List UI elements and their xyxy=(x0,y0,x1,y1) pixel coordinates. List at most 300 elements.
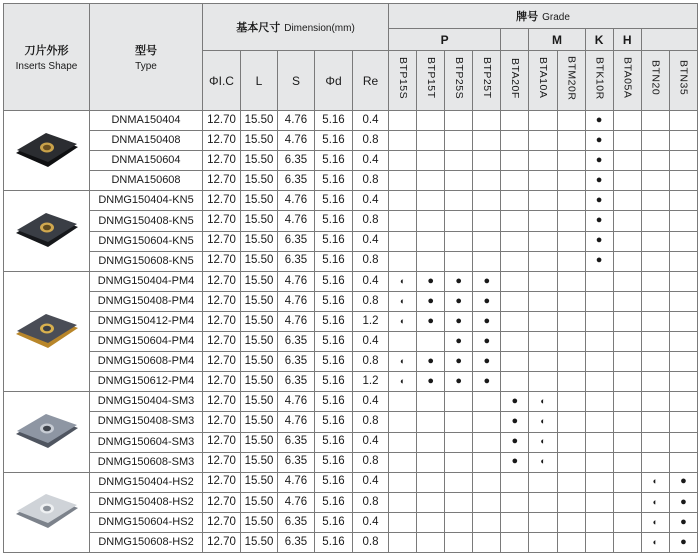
grade-cell-btp15t xyxy=(417,191,445,211)
dim-s-cell: 4.76 xyxy=(278,211,315,231)
grade-cell-btp15t xyxy=(417,291,445,311)
grade-cell-bta05a xyxy=(613,131,641,151)
grade-cell-btm20r xyxy=(557,492,585,512)
grade-col-btn35 xyxy=(669,51,697,111)
grade-cell-btn35 xyxy=(669,311,697,331)
grade-cell-btk10r xyxy=(585,432,613,452)
grade-cell-bta20f xyxy=(501,452,529,472)
grade-col-btp25t xyxy=(473,51,501,111)
dim-ic-cell: 12.70 xyxy=(203,271,241,291)
dim-s-cell: 6.35 xyxy=(278,251,315,271)
grade-cell-btn35 xyxy=(669,251,697,271)
full-dot-icon: ● xyxy=(595,254,603,267)
grade-header-en: Grade xyxy=(542,12,570,23)
full-dot-icon: ● xyxy=(427,314,434,327)
grade-cell-bta05a xyxy=(613,412,641,432)
grade-cell-btn35 xyxy=(669,231,697,251)
grade-cell-btp25s xyxy=(445,131,473,151)
grade-cell-btn20 xyxy=(641,151,669,171)
grade-cell-btp15s xyxy=(389,352,417,372)
grade-cell-btn20 xyxy=(641,271,669,291)
dimension-col-1: L xyxy=(241,51,278,111)
grade-cell-btn35 xyxy=(669,532,697,552)
dim-d-cell: 5.16 xyxy=(315,131,353,151)
grade-cell-bta05a xyxy=(613,311,641,331)
dim-d-cell: 5.16 xyxy=(315,111,353,131)
grade-cell-btm20r xyxy=(557,231,585,251)
grade-cell-btk10r xyxy=(585,512,613,532)
grade-cell-bta10a xyxy=(529,271,557,291)
grade-cell-btp25s xyxy=(445,111,473,131)
dim-re-cell: 0.8 xyxy=(353,211,389,231)
grade-cell-bta20f xyxy=(501,532,529,552)
dim-ic-cell: 12.70 xyxy=(203,352,241,372)
dim-ic-cell: 12.70 xyxy=(203,291,241,311)
full-dot-icon: ● xyxy=(511,455,519,468)
grade-cell-bta20f xyxy=(501,231,529,251)
dim-l-cell: 15.50 xyxy=(241,352,278,372)
dim-l-cell: 15.50 xyxy=(241,432,278,452)
grade-cell-btn35 xyxy=(669,352,697,372)
dim-d-cell: 5.16 xyxy=(315,231,353,251)
grade-cell-btp15s xyxy=(389,311,417,331)
grade-cell-btn35 xyxy=(669,412,697,432)
grade-col-btp25s xyxy=(445,51,473,111)
dim-l-cell: 15.50 xyxy=(241,392,278,412)
half-dot-icon: ◐ xyxy=(540,396,546,407)
dim-d-cell: 5.16 xyxy=(315,271,353,291)
insert-shape-cell xyxy=(4,392,90,472)
grade-cell-bta05a xyxy=(613,512,641,532)
dim-d-cell: 5.16 xyxy=(315,492,353,512)
full-dot-icon: ● xyxy=(483,294,491,307)
grade-cell-btm20r xyxy=(557,412,585,432)
grade-cell-bta20f xyxy=(501,111,529,131)
dim-ic-cell: 12.70 xyxy=(203,191,241,211)
grade-cell-btp25t xyxy=(473,191,501,211)
dim-re-cell: 0.8 xyxy=(353,251,389,271)
dim-s-cell: 4.76 xyxy=(278,291,315,311)
dim-d-cell: 5.16 xyxy=(315,311,353,331)
grade-cell-btp25t xyxy=(473,291,501,311)
type-cell: DNMG150404-PM4 xyxy=(90,271,203,291)
table-row xyxy=(4,392,698,412)
grade-cell-btp15t xyxy=(417,372,445,392)
half-dot-icon: ◐ xyxy=(652,496,658,507)
full-dot-icon: ● xyxy=(483,274,491,287)
dim-re-cell: 0.4 xyxy=(353,111,389,131)
full-dot-icon: ● xyxy=(595,234,603,247)
dim-re-cell: 0.8 xyxy=(353,452,389,472)
grade-cell-btk10r xyxy=(585,191,613,211)
insert-pm4-gold-icon xyxy=(12,310,82,354)
grade-cell-bta10a xyxy=(529,171,557,191)
full-dot-icon: ● xyxy=(680,495,687,508)
grade-cell-btp25s xyxy=(445,392,473,412)
grade-cell-bta20f xyxy=(501,512,529,532)
grade-cell-btp15t xyxy=(417,412,445,432)
grade-cell-btp15s xyxy=(389,131,417,151)
grade-cell-btp15s xyxy=(389,171,417,191)
grade-cell-bta05a xyxy=(613,352,641,372)
full-dot-icon: ● xyxy=(455,375,463,388)
grade-cell-btp25s xyxy=(445,311,473,331)
dimension-col-3: Φd xyxy=(315,51,353,111)
dim-l-cell: 15.50 xyxy=(241,251,278,271)
dim-re-cell: 0.4 xyxy=(353,151,389,171)
insert-shape-cell xyxy=(4,111,90,191)
grade-cell-bta20f xyxy=(501,211,529,231)
grade-label: BTP25S xyxy=(452,56,465,100)
type-cell: DNMG150608-HS2 xyxy=(90,532,203,552)
dim-re-cell: 0.8 xyxy=(353,532,389,552)
grade-cell-bta10a xyxy=(529,472,557,492)
full-dot-icon: ● xyxy=(455,294,463,307)
grade-cell-bta05a xyxy=(613,532,641,552)
grade-cell-bta05a xyxy=(613,211,641,231)
full-dot-icon: ● xyxy=(595,133,603,146)
grade-cell-btp25s xyxy=(445,171,473,191)
table-header xyxy=(4,4,698,111)
type-cell: DNMG150408-PM4 xyxy=(90,291,203,311)
table-row xyxy=(4,532,698,552)
grade-label: BTA05A xyxy=(621,57,634,99)
grade-cell-btk10r xyxy=(585,151,613,171)
grade-cell-bta20f xyxy=(501,191,529,211)
type-cell: DNMG150412-PM4 xyxy=(90,311,203,331)
grade-cell-btk10r xyxy=(585,211,613,231)
full-dot-icon: ● xyxy=(680,535,687,548)
grade-cell-btk10r xyxy=(585,412,613,432)
grade-group-p: P xyxy=(389,29,501,51)
grade-cell-btn35 xyxy=(669,131,697,151)
grade-cell-btn35 xyxy=(669,291,697,311)
dim-re-cell: 0.4 xyxy=(353,512,389,532)
grade-cell-btn35 xyxy=(669,392,697,412)
grade-cell-btp25t xyxy=(473,111,501,131)
grade-cell-btk10r xyxy=(585,131,613,151)
grade-cell-btn35 xyxy=(669,452,697,472)
grade-cell-btk10r xyxy=(585,231,613,251)
grade-cell-btp15s xyxy=(389,512,417,532)
type-cell: DNMG150408-HS2 xyxy=(90,492,203,512)
type-cell: DNMG150604-SM3 xyxy=(90,432,203,452)
grade-cell-btn20 xyxy=(641,412,669,432)
grade-cell-btn35 xyxy=(669,111,697,131)
dim-re-cell: 0.4 xyxy=(353,432,389,452)
table-row xyxy=(4,472,698,492)
grade-group-blank-1 xyxy=(501,29,529,51)
table-row xyxy=(4,111,698,131)
half-dot-icon: ◐ xyxy=(652,536,658,547)
grade-cell-bta20f xyxy=(501,412,529,432)
full-dot-icon: ● xyxy=(511,395,519,408)
dim-re-cell: 0.4 xyxy=(353,271,389,291)
full-dot-icon: ● xyxy=(595,113,603,126)
grade-cell-bta10a xyxy=(529,392,557,412)
dim-ic-cell: 12.70 xyxy=(203,171,241,191)
grade-cell-btp15t xyxy=(417,392,445,412)
grade-cell-btk10r xyxy=(585,492,613,512)
dimension-header-cn: 基本尺寸 xyxy=(236,22,281,34)
grade-cell-btn35 xyxy=(669,492,697,512)
grade-cell-btk10r xyxy=(585,111,613,131)
half-dot-icon: ◐ xyxy=(399,295,406,306)
grade-cell-btn20 xyxy=(641,251,669,271)
dim-s-cell: 4.76 xyxy=(278,111,315,131)
grade-cell-btk10r xyxy=(585,291,613,311)
dim-ic-cell: 12.70 xyxy=(203,372,241,392)
table-row xyxy=(4,372,698,392)
full-dot-icon: ● xyxy=(680,515,687,528)
type-header-en: Type xyxy=(135,61,157,72)
dim-s-cell: 4.76 xyxy=(278,271,315,291)
grade-cell-bta10a xyxy=(529,291,557,311)
grade-cell-btn20 xyxy=(641,452,669,472)
insert-dnma-black-icon xyxy=(12,129,82,173)
grade-cell-btm20r xyxy=(557,211,585,231)
full-dot-icon: ● xyxy=(455,354,463,367)
grade-cell-btp25s xyxy=(445,271,473,291)
type-header-cn: 型号 xyxy=(135,45,157,57)
grade-cell-bta20f xyxy=(501,472,529,492)
grade-cell-btp15t xyxy=(417,271,445,291)
grade-cell-btn20 xyxy=(641,191,669,211)
dim-s-cell: 6.35 xyxy=(278,532,315,552)
grade-col-btn20 xyxy=(641,51,669,111)
grade-cell-btn35 xyxy=(669,171,697,191)
table-row xyxy=(4,452,698,472)
table-row xyxy=(4,271,698,291)
dimension-col-4: Re xyxy=(353,51,389,111)
grade-cell-btm20r xyxy=(557,372,585,392)
grade-cell-btp25t xyxy=(473,512,501,532)
grade-label: BTN20 xyxy=(649,60,662,96)
grade-cell-btp15s xyxy=(389,412,417,432)
grade-cell-btp15t xyxy=(417,231,445,251)
grade-cell-btn35 xyxy=(669,332,697,352)
grade-cell-btp25t xyxy=(473,492,501,512)
table-row xyxy=(4,191,698,211)
grade-cell-btn35 xyxy=(669,151,697,171)
grade-cell-btp15t xyxy=(417,432,445,452)
table-row xyxy=(4,231,698,251)
dim-d-cell: 5.16 xyxy=(315,332,353,352)
grade-cell-btn35 xyxy=(669,191,697,211)
dim-ic-cell: 12.70 xyxy=(203,512,241,532)
grade-cell-bta05a xyxy=(613,452,641,472)
grade-cell-btp25t xyxy=(473,271,501,291)
dim-d-cell: 5.16 xyxy=(315,191,353,211)
grade-label: BTP15T xyxy=(424,57,437,99)
grade-cell-bta05a xyxy=(613,432,641,452)
dim-d-cell: 5.16 xyxy=(315,472,353,492)
grade-cell-bta10a xyxy=(529,151,557,171)
dim-l-cell: 15.50 xyxy=(241,332,278,352)
grade-cell-bta05a xyxy=(613,291,641,311)
dim-l-cell: 15.50 xyxy=(241,271,278,291)
dim-ic-cell: 12.70 xyxy=(203,532,241,552)
type-cell: DNMG150604-KN5 xyxy=(90,231,203,251)
full-dot-icon: ● xyxy=(680,475,687,488)
grade-cell-bta10a xyxy=(529,512,557,532)
grade-cell-btp25t xyxy=(473,231,501,251)
grade-cell-btn20 xyxy=(641,291,669,311)
grade-cell-bta20f xyxy=(501,131,529,151)
grade-cell-btp15t xyxy=(417,532,445,552)
dim-ic-cell: 12.70 xyxy=(203,452,241,472)
grade-cell-btp15t xyxy=(417,151,445,171)
grade-cell-btp25s xyxy=(445,151,473,171)
grade-cell-btm20r xyxy=(557,271,585,291)
grade-cell-bta05a xyxy=(613,191,641,211)
grade-cell-bta20f xyxy=(501,372,529,392)
type-cell: DNMA150604 xyxy=(90,151,203,171)
grade-cell-btm20r xyxy=(557,452,585,472)
grade-cell-bta10a xyxy=(529,492,557,512)
dim-d-cell: 5.16 xyxy=(315,151,353,171)
full-dot-icon: ● xyxy=(483,334,491,347)
grade-cell-bta05a xyxy=(613,251,641,271)
full-dot-icon: ● xyxy=(455,314,463,327)
grade-cell-btp15t xyxy=(417,131,445,151)
dimension-col-2: S xyxy=(278,51,315,111)
grade-cell-btp25t xyxy=(473,151,501,171)
grade-cell-btn20 xyxy=(641,372,669,392)
grade-cell-btp15t xyxy=(417,311,445,331)
grade-cell-btp25t xyxy=(473,211,501,231)
grade-cell-btm20r xyxy=(557,472,585,492)
full-dot-icon: ● xyxy=(427,294,434,307)
dim-d-cell: 5.16 xyxy=(315,251,353,271)
dim-l-cell: 15.50 xyxy=(241,412,278,432)
type-cell: DNMG150404-SM3 xyxy=(90,392,203,412)
grade-cell-btp25s xyxy=(445,211,473,231)
grade-col-btk10r xyxy=(585,51,613,111)
dim-l-cell: 15.50 xyxy=(241,472,278,492)
grade-group-k: K xyxy=(585,29,613,51)
grade-col-btm20r xyxy=(557,51,585,111)
full-dot-icon: ● xyxy=(595,174,603,187)
dimension-header xyxy=(203,4,389,51)
inserts-spec-table xyxy=(3,3,698,553)
half-dot-icon: ◐ xyxy=(399,376,406,387)
grade-cell-btp25s xyxy=(445,512,473,532)
dim-s-cell: 6.35 xyxy=(278,452,315,472)
grade-cell-bta10a xyxy=(529,311,557,331)
dim-l-cell: 15.50 xyxy=(241,131,278,151)
grade-cell-btk10r xyxy=(585,392,613,412)
grade-cell-btm20r xyxy=(557,392,585,412)
grade-cell-bta20f xyxy=(501,432,529,452)
grade-cell-btn20 xyxy=(641,111,669,131)
grade-cell-btn20 xyxy=(641,392,669,412)
grade-cell-btn20 xyxy=(641,332,669,352)
grade-cell-bta05a xyxy=(613,492,641,512)
grade-cell-btp15t xyxy=(417,512,445,532)
grade-cell-btn20 xyxy=(641,432,669,452)
full-dot-icon: ● xyxy=(455,274,463,287)
grade-cell-bta10a xyxy=(529,412,557,432)
grade-cell-btp15s xyxy=(389,532,417,552)
dim-l-cell: 15.50 xyxy=(241,372,278,392)
type-cell: DNMG150612-PM4 xyxy=(90,372,203,392)
grade-cell-btp15t xyxy=(417,251,445,271)
grade-cell-btp15t xyxy=(417,111,445,131)
dimension-col-0: ΦI.C xyxy=(203,51,241,111)
table-row xyxy=(4,332,698,352)
table-row xyxy=(4,211,698,231)
grade-cell-bta10a xyxy=(529,131,557,151)
dim-l-cell: 15.50 xyxy=(241,171,278,191)
grade-cell-btp25s xyxy=(445,472,473,492)
insert-hs2-light-icon xyxy=(12,490,82,534)
half-dot-icon: ◐ xyxy=(652,516,658,527)
dim-s-cell: 4.76 xyxy=(278,191,315,211)
grade-cell-bta10a xyxy=(529,352,557,372)
dim-re-cell: 0.8 xyxy=(353,412,389,432)
dim-re-cell: 1.2 xyxy=(353,372,389,392)
grade-cell-bta10a xyxy=(529,211,557,231)
grade-cell-bta20f xyxy=(501,291,529,311)
grade-cell-btp25s xyxy=(445,372,473,392)
type-cell: DNMA150408 xyxy=(90,131,203,151)
grade-cell-bta20f xyxy=(501,171,529,191)
grade-cell-bta10a xyxy=(529,231,557,251)
grade-cell-btp15s xyxy=(389,251,417,271)
grade-cell-btm20r xyxy=(557,111,585,131)
half-dot-icon: ◐ xyxy=(399,355,406,366)
grade-cell-bta10a xyxy=(529,372,557,392)
dim-l-cell: 15.50 xyxy=(241,191,278,211)
grade-cell-btp15s xyxy=(389,291,417,311)
grade-cell-btp15s xyxy=(389,111,417,131)
grade-cell-btp25s xyxy=(445,251,473,271)
grade-cell-btn35 xyxy=(669,372,697,392)
grade-cell-btn20 xyxy=(641,311,669,331)
grade-cell-btk10r xyxy=(585,332,613,352)
grade-cell-btp25t xyxy=(473,311,501,331)
dimension-header-en: Dimension(mm) xyxy=(284,23,355,34)
grade-cell-btn20 xyxy=(641,472,669,492)
grade-cell-btp25t xyxy=(473,372,501,392)
grade-col-bta10a xyxy=(529,51,557,111)
dim-l-cell: 15.50 xyxy=(241,111,278,131)
full-dot-icon: ● xyxy=(511,415,519,428)
grade-cell-btp15s xyxy=(389,151,417,171)
type-cell: DNMG150608-KN5 xyxy=(90,251,203,271)
dim-s-cell: 6.35 xyxy=(278,151,315,171)
grade-cell-btp25s xyxy=(445,492,473,512)
insert-shape-cell xyxy=(4,191,90,271)
grade-cell-btk10r xyxy=(585,271,613,291)
grade-cell-btk10r xyxy=(585,311,613,331)
dim-s-cell: 6.35 xyxy=(278,432,315,452)
insert-sm3-silver-icon xyxy=(12,410,82,454)
dim-re-cell: 0.4 xyxy=(353,231,389,251)
grade-cell-bta10a xyxy=(529,111,557,131)
dim-ic-cell: 12.70 xyxy=(203,211,241,231)
grade-cell-btn20 xyxy=(641,512,669,532)
grade-cell-btm20r xyxy=(557,512,585,532)
grade-header-cn: 牌号 xyxy=(516,11,539,23)
grade-cell-btp15t xyxy=(417,352,445,372)
grade-cell-btp25t xyxy=(473,452,501,472)
half-dot-icon: ◐ xyxy=(540,416,546,427)
grade-cell-bta10a xyxy=(529,452,557,472)
table-row xyxy=(4,291,698,311)
grade-cell-btn20 xyxy=(641,211,669,231)
